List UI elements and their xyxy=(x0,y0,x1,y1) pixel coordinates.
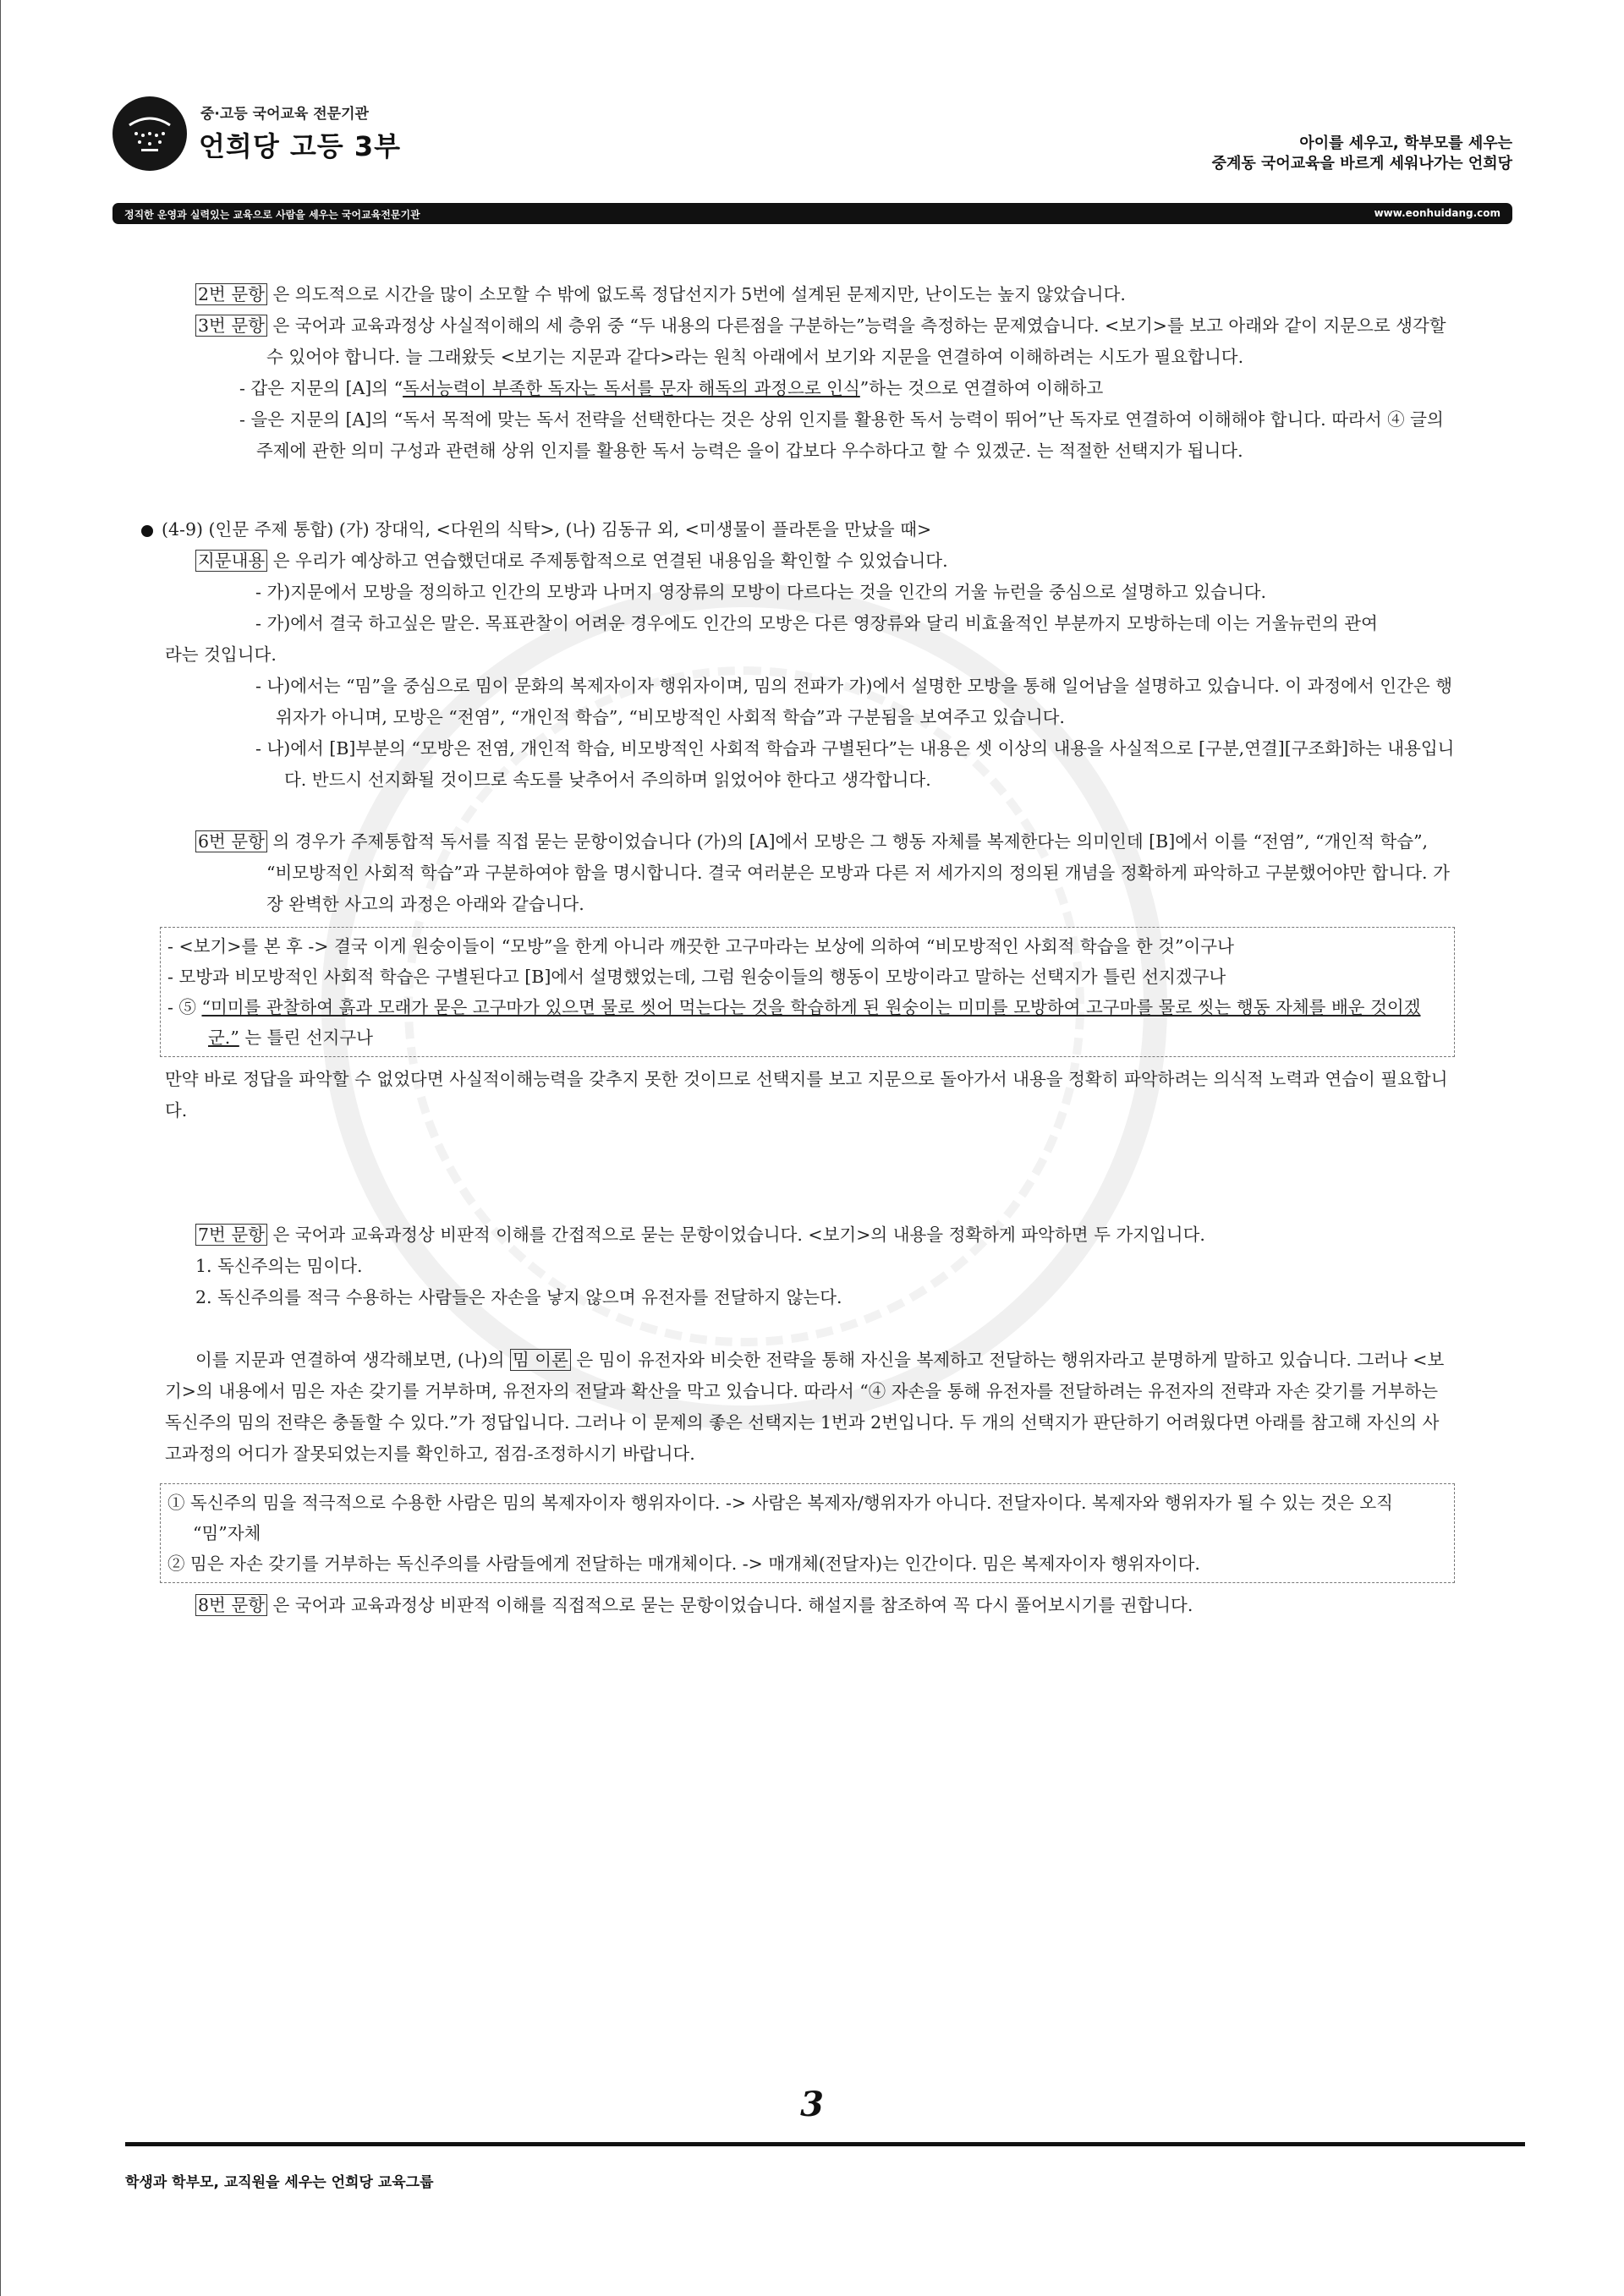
q3-label: 3번 문항 xyxy=(195,315,267,337)
footer-divider xyxy=(125,2142,1525,2146)
q3-text: 은 국어과 교육과정상 사실적이해의 세 층위 중 “두 내용의 다른점을 구분하는”능력을 측정하는 문제였습니다. <보기>를 보고 아래와 같이 지문으로 생각할 수 있어야 합니다. 늘 그래왔듯 <보기는 지문과 같다>라는 원칙 아래에서 보기와 지문을 연결하여 이해하려는 시도가 필요합니다. xyxy=(266,315,1446,367)
q2-text: 은 의도적으로 시간을 많이 소모할 수 밖에 없도록 정답선지가 5번에 설계된 문제지만, 난이도는 높지 않았습니다. xyxy=(266,284,1126,304)
jimun-paragraph: 지문내용 은 우리가 예상하고 연습했던대로 주제통합적으로 연결된 내용임을 확인할 수 있었습니다. xyxy=(165,545,1455,577)
q7-item-2: 2. 독신주의를 적극 수용하는 사람들은 자손을 낳지 않으며 유전자를 전달하지 않는다. xyxy=(195,1287,842,1307)
q6-paragraph: 6번 문항 의 경우가 주제통합적 독서를 직접 묻는 문항이었습니다 (가)의 [A]에서 모방은 그 행동 자체를 복제한다는 의미인데 [B]에서 이를 “전염”, “개인적 학습”, “비모방적인 사회적 학습”과 구분하여야 함을 명시합니다. 결국 여러분은 모방과 다른 저 세가지의 정의된 개념을 정확하게 파악하고 구분했어야만 합니다. 가장 완벽한 사고의 과정은 아래와 같습니다. xyxy=(165,826,1455,920)
footer-text: 학생과 학부모, 교직원을 세우는 언희당 교육그룹 xyxy=(125,2174,434,2191)
slogan-line-2: 중계동 국어교육을 바르게 세워나가는 언희당 xyxy=(1211,155,1512,173)
header-bar xyxy=(112,203,1512,224)
q6-box-line-3: - ⑤ “미미를 관찰하여 흙과 모래가 묻은 고구마가 있으면 물로 씻어 먹는다는 것을 학습하게 된 원숭이는 미미를 모방하여 고구마를 물로 씻는 행동 자체를 배운 것이겠군.” 는 틀린 선지구나 xyxy=(167,997,1421,1048)
meme-theory-label: 밈 이론 xyxy=(510,1349,571,1371)
q7-box-line-1: ① 독신주의 밈을 적극적으로 수용한 사람은 밈의 복제자이자 행위자이다. -> 사람은 복제자/행위자가 아니다. 전달자이다. 복제자와 행위자가 될 수 있는 것은 오직 xyxy=(167,1493,1393,1513)
q8-label: 8번 문항 xyxy=(195,1594,267,1616)
section-4-9-title: (4-9) (인문 주제 통합) (가) 장대익, <다윈의 식탁>, (나) 김동규 외, <미생물이 플라톤을 만났을 때> xyxy=(141,514,1455,545)
q6-box-line-1: - <보기>를 본 후 -> 결국 이게 원숭이들이 “모방”을 한게 아니라 깨끗한 고구마라는 보상에 의하여 “비모방적인 사회적 학습을 한 것”이구나 xyxy=(167,936,1234,956)
page-header xyxy=(112,95,1512,179)
q2-label: 2번 문항 xyxy=(195,283,267,305)
brand-title: 언희당 고등 3부 xyxy=(199,130,402,162)
section-4-9-bullet-2b: 라는 것입니다. xyxy=(165,644,277,665)
header-bar-url: www.eonhuidang.com xyxy=(1374,207,1501,219)
slogan xyxy=(1212,134,1512,174)
section-4-9-bullet-1: - 가)지문에서 모방을 정의하고 인간의 모방과 나머지 영장류의 모방이 다르다는 것을 인간의 거울 뉴런을 중심으로 설명하고 있습니다. xyxy=(255,582,1267,602)
q2-paragraph xyxy=(165,279,1455,310)
q3-line-b: - 을은 지문의 [A]의 “독서 목적에 맞는 독서 전략을 선택한다는 것은 상위 인지를 활용한 독서 능력이 뛰어”난 독자로 연결하여 이해해야 합니다. 따라서 ④ 글의 주제에 관한 의미 구성과 관련해 상위 인지를 활용한 독서 능력은 을이 갑보다 우수하다고 할 수 있겠군. 는 적절한 선택지가 됩니다. xyxy=(239,409,1444,461)
page-body xyxy=(162,279,1455,1621)
page-edge xyxy=(0,0,1,2296)
brand-logo-icon xyxy=(112,96,187,171)
q6-label: 6번 문항 xyxy=(195,830,267,852)
q7-choice-box xyxy=(160,1483,1455,1583)
section-4-9-bullet-3: - 나)에서는 “밈”을 중심으로 밈이 문화의 복제자이자 행위자이며, 밈의 전파가 가)에서 설명한 모방을 통해 일어남을 설명하고 있습니다. 이 과정에서 인간은 행위자가 아니며, 모방은 “전염”, “개인적 학습”, “비모방적인 사회적 학습”과 구분됨을 보여주고 있습니다. xyxy=(255,676,1453,727)
header-bar-tagline: 정직한 운영과 실력있는 교육으로 사람을 세우는 국어교육전문기관 xyxy=(124,209,420,221)
q3-line-a: - 갑은 지문의 [A]의 “독서능력이 부족한 독자는 독서를 문자 해독의 과정으로 인식”하는 것으로 연결하여 이해하고 xyxy=(239,378,1104,398)
q7-item-1: 1. 독신주의는 밈이다. xyxy=(195,1256,363,1276)
q6-after-paragraph: 만약 바로 정답을 파악할 수 없었다면 사실적이해능력을 갖추지 못한 것이므로 선택지를 보고 지문으로 돌아가서 내용을 정확히 파악하려는 의식적 노력과 연습이 필요합니다. xyxy=(165,1069,1448,1121)
q7-box-line-2: ② 밈은 자손 갖기를 거부하는 독신주의를 사람들에게 전달하는 매개체이다. -> 매개체(전달자)는 인간이다. 밈은 복제자이자 행위자이다. xyxy=(167,1553,1200,1574)
q8-paragraph: 8번 문항 은 국어과 교육과정상 비판적 이해를 직접적으로 묻는 문항이었습니다. 해설지를 참조하여 꼭 다시 풀어보시기를 권합니다. xyxy=(165,1590,1455,1621)
bullet-icon xyxy=(141,525,153,537)
jimun-label: 지문내용 xyxy=(195,550,267,572)
q3-paragraph xyxy=(165,310,1455,373)
q7-label: 7번 문항 xyxy=(195,1224,267,1246)
page-number: 3 xyxy=(800,2085,824,2124)
section-4-9-bullet-2a: - 가)에서 결국 하고싶은 말은. 목표관찰이 어려운 경우에도 인간의 모방은 다른 영장류와 달리 비효율적인 부분까지 모방하는데 이는 거울뉴런의 관여 xyxy=(255,613,1378,633)
q7-paragraph: 7번 문항 은 국어과 교육과정상 비판적 이해를 간접적으로 묻는 문항이었습니다. <보기>의 내용을 정확하게 파악하면 두 가지입니다. xyxy=(165,1219,1455,1251)
q6-box-line-2: - 모방과 비모방적인 사회적 학습은 구별된다고 [B]에서 설명했었는데, 그럼 원숭이들의 행동이 모방이라고 말하는 선택지가 틀린 선지겠구나 xyxy=(167,967,1226,987)
q7-box-line-1b: “밈”자체 xyxy=(193,1523,261,1543)
section-4-9-bullet-4: - 나)에서 [B]부분의 “모방은 전염, 개인적 학습, 비모방적인 사회적 학습과 구별된다”는 내용은 셋 이상의 내용을 사실적으로 [구분,연결][구조화]하는 내용입니다. 반드시 선지화될 것이므로 속도를 낮추어서 주의하며 읽었어야 한다고 생각합니다. xyxy=(255,738,1455,790)
brand-subtitle: 중·고등 국어교육 전문기관 xyxy=(200,106,369,123)
q6-thought-box xyxy=(160,927,1455,1057)
q7-analysis-paragraph: 이를 지문과 연결하여 생각해보면, (나)의 밈 이론 은 밈이 유전자와 비슷한 전략을 통해 자신을 복제하고 전달하는 행위자라고 분명하게 말하고 있습니다. 그러나 <보기>의 내용에서 밈은 자손 갖기를 거부하며, 유전자의 전달과 확산을 막고 있습니다. 따라서 “④ 자손을 통해 유전자를 전달하려는 유전자의 전략과 자손 갖기를 거부하는 독신주의 밈의 전략은 충돌할 수 있다.”가 정답입니다. 그러나 이 문제의 좋은 선택지는 1번과 2번입니다. 두 개의 선택지가 판단하기 어려웠다면 아래를 참고해 자신의 사고과정의 어디가 잘못되었는지를 확인하고, 점검-조정하시기 바랍니다. xyxy=(165,1350,1445,1464)
slogan-line-1: 아이를 세우고, 학부모를 세우는 xyxy=(1299,134,1512,152)
